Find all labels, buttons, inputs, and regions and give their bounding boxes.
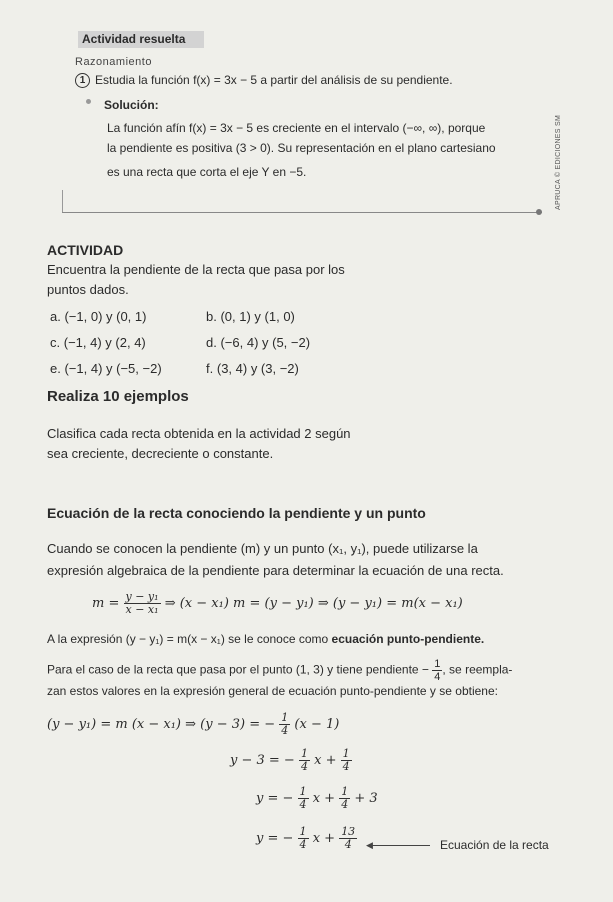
item-points: (−1, 0) y (0, 1) [64, 309, 147, 324]
frac-num: 1 [300, 747, 308, 760]
para2-text: Para el caso de la recta que pasa por el punto (1, 3) y tiene pendiente − [47, 662, 429, 677]
item-points: (−1, 4) y (2, 4) [63, 335, 146, 350]
item-a [50, 309, 146, 324]
eq-part: y = − [256, 831, 294, 846]
eq-fraction [341, 748, 352, 773]
equation-step-3 [256, 786, 378, 811]
eq-fraction [339, 786, 350, 811]
activity-intro: Encuentra la pendiente de la recta que pasa por los [47, 262, 345, 277]
item-label: d. [206, 335, 217, 350]
arrow-left-icon: ◀ [366, 840, 373, 850]
solution-line: la pendiente es positiva (3 > 0). Su representación en el plano cartesiano [107, 141, 496, 155]
item-e [50, 361, 162, 376]
divider-bracket [62, 190, 63, 212]
clasifica-line: Clasifica cada recta obtenida en la actividad 2 según [47, 426, 351, 441]
equation-label: Ecuación de la recta [440, 838, 549, 852]
item-label: f. [206, 361, 214, 376]
formula-rest: ⇒ (x − x₁) m = (y − y₁) ⇒ (y − y₁) = m(x − x₁) [164, 596, 463, 611]
eq-part: y − 3 = − [230, 753, 295, 768]
para2-text: , se reempla- [442, 662, 513, 677]
frac-num: 1 [341, 785, 349, 798]
expression-text: A la expresión (y − y₁) = m(x − x₁) se le conoce como [47, 632, 332, 646]
para1-line: Cuando se conocen la pendiente (m) y un punto (x₁, y₁), puede utilizarse la [47, 541, 478, 556]
activity-title: ACTIVIDAD [47, 242, 124, 258]
pointer-line [372, 845, 430, 846]
eq-fraction [339, 826, 357, 851]
solution-line: La función afín f(x) = 3x − 5 es creciente en el intervalo (−∞, ∞), porque [107, 121, 486, 135]
frac-num: 1 [342, 747, 350, 760]
expression-term: ecuación punto-pendiente. [331, 632, 485, 646]
divider-line [62, 212, 542, 213]
frac-num: 1 [299, 825, 307, 838]
slope-denominator: x − x₁ [125, 603, 159, 616]
frac-den: 4 [299, 838, 307, 851]
clasifica-line: sea creciente, decreciente o constante. [47, 446, 274, 461]
side-credit: APRUCA © EDICIONES SM [555, 114, 562, 210]
frac-den: 4 [300, 760, 308, 773]
frac-num: 1 [434, 658, 441, 670]
item-label: a. [50, 309, 61, 324]
bullet-dot-icon [86, 99, 91, 104]
slope-numerator: y − y₁ [125, 590, 159, 603]
eq-fraction [279, 712, 290, 737]
eq-part: y = − [256, 791, 294, 806]
frac-den: 4 [281, 724, 289, 737]
item-points: (0, 1) y (1, 0) [220, 309, 295, 324]
formula-m: m = [92, 596, 120, 611]
eq-part: x + [312, 791, 336, 806]
realiza-heading: Realiza 10 ejemplos [47, 388, 189, 405]
frac-num: 1 [281, 711, 289, 724]
equation-step-4 [256, 826, 357, 851]
eq-part: x + [314, 753, 337, 768]
slope-formula [92, 591, 463, 616]
para2-line: zan estos valores en la expresión general de ecuación punto-pendiente y se obtiene: [47, 684, 498, 698]
frac-den: 4 [341, 798, 349, 811]
equation-step-2 [230, 748, 352, 773]
item-label: e. [50, 361, 61, 376]
item-label: b. [206, 309, 217, 324]
expression-line [47, 632, 484, 646]
eq-part: (x − 1) [294, 717, 340, 732]
para1-line: expresión algebraica de la pendiente para determinar la ecuación de una recta. [47, 563, 504, 578]
eq-fraction [298, 786, 309, 811]
section-heading: Ecuación de la recta conociendo la pendiente y un punto [47, 505, 426, 521]
eq-part: + 3 [354, 791, 378, 806]
item-label: c. [50, 335, 61, 350]
item-d [206, 335, 310, 350]
item-text: Estudia la función f(x) = 3x − 5 a partir del análisis de su pendiente. [95, 73, 453, 87]
item-b [206, 309, 295, 324]
frac-den: 4 [434, 671, 441, 683]
item-number: 1 [75, 73, 90, 88]
item-points: (−6, 4) y (5, −2) [220, 335, 311, 350]
section-label: Razonamiento [75, 56, 152, 68]
frac-den: 4 [342, 760, 350, 773]
slope-value-fraction [432, 658, 442, 683]
para2-line [47, 658, 512, 683]
slope-fraction [124, 591, 161, 616]
solution-line: es una recta que corta el eje Y en −5. [107, 165, 307, 179]
activity-tag: Actividad resuelta [78, 31, 204, 48]
equation-step-1 [47, 712, 339, 737]
frac-num: 13 [341, 825, 356, 838]
frac-den: 4 [299, 798, 307, 811]
eq-fraction [299, 748, 310, 773]
item-c [50, 335, 146, 350]
solution-label: Solución: [104, 98, 159, 112]
eq-part: (y − y₁) = m (x − x₁) ⇒ (y − 3) = − [47, 717, 276, 732]
item-points: (−1, 4) y (−5, −2) [64, 361, 162, 376]
divider-dot-icon [536, 209, 542, 215]
frac-num: 1 [299, 785, 307, 798]
eq-fraction [298, 826, 309, 851]
frac-den: 4 [344, 838, 352, 851]
eq-part: x + [312, 831, 336, 846]
item-points: (3, 4) y (3, −2) [216, 361, 299, 376]
item-f [206, 361, 299, 376]
activity-intro: puntos dados. [47, 282, 129, 297]
